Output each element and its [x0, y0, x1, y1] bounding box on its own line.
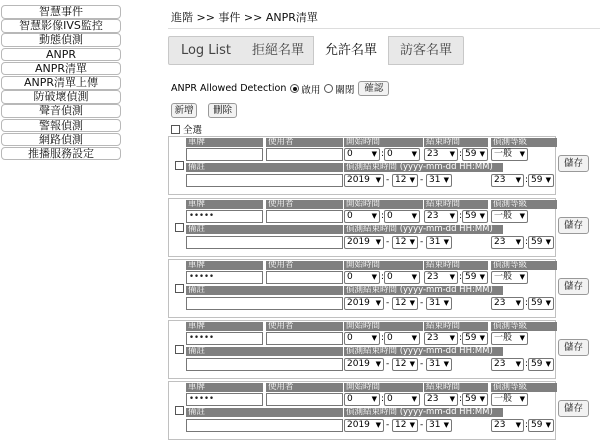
user-header: 使用者: [266, 383, 343, 392]
tab-allow-list[interactable]: 允許名單: [313, 36, 389, 65]
select-all-label: 全選: [183, 125, 203, 136]
level-header: 偵測等級: [491, 383, 557, 392]
save-button[interactable]: 儲存: [558, 217, 589, 234]
end-hour-select[interactable]: 23 ▼: [424, 271, 458, 284]
plate-header: 車牌: [186, 138, 263, 147]
row-checkbox[interactable]: [175, 345, 184, 354]
user-header: 使用者: [266, 322, 343, 331]
note-input[interactable]: [186, 174, 343, 187]
start-hour-select[interactable]: 0 ▼: [344, 210, 380, 223]
list-item: 車牌 使用者 開始時間 結束時間 偵測等級 ••••• 0 ▼ : 0 ▼ 23 ▼ : 59 ▼ 一般 ▼ 備註 偵測結束時間 (yyyy-mm-dd HH:MM) 2019 ▼ - 12 ▼ - 31 ▼ 23 ▼ : 59 ▼ 儲存: [168, 381, 556, 440]
user-input[interactable]: [266, 271, 343, 284]
start-time-header: 開始時間: [344, 383, 423, 392]
end-hh-select[interactable]: 23 ▼: [491, 174, 524, 187]
start-minute-select[interactable]: 0 ▼: [384, 148, 420, 161]
level-header: 偵測等級: [491, 261, 557, 270]
list-item: 車牌 使用者 開始時間 結束時間 偵測等級 ••••• 0 ▼ : 0 ▼ 23 ▼ : 59 ▼ 一般 ▼ 備註 偵測結束時間 (yyyy-mm-dd HH:MM) 2019 ▼ - 12 ▼ - 31 ▼ 23 ▼ : 59 ▼ 儲存: [168, 320, 556, 379]
user-header: 使用者: [266, 200, 343, 209]
level-header: 偵測等級: [491, 322, 557, 331]
end-date-header: 偵測結束時間 (yyyy-mm-dd HH:MM): [344, 408, 503, 417]
end-year-select[interactable]: 2019 ▼: [344, 174, 384, 187]
delete-button[interactable]: 刪除: [208, 103, 237, 118]
start-time-header: 開始時間: [344, 200, 423, 209]
end-day-select[interactable]: 31 ▼: [426, 297, 452, 310]
select-all: [171, 122, 202, 136]
note-header: 備註: [186, 408, 343, 417]
level-select[interactable]: 一般 ▼: [491, 148, 528, 161]
plate-input[interactable]: •••••: [186, 393, 263, 406]
start-minute-select[interactable]: 0 ▼: [384, 332, 420, 345]
end-mm-select[interactable]: 59 ▼: [528, 358, 554, 371]
list-item: 車牌 使用者 開始時間 結束時間 偵測等級 ••••• 0 ▼ : 0 ▼ 23 ▼ : 59 ▼ 一般 ▼ 備註 偵測結束時間 (yyyy-mm-dd HH:MM) 2019 ▼ - 12 ▼ - 31 ▼ 23 ▼ : 59 ▼ 儲存: [168, 198, 556, 257]
end-hh-select[interactable]: 23 ▼: [491, 419, 524, 432]
sidebar-item-tamper-detection[interactable]: 防破壞偵測: [1, 90, 121, 104]
tab-bar: [168, 36, 464, 65]
save-button[interactable]: 儲存: [558, 155, 589, 172]
start-hour-select[interactable]: 0 ▼: [344, 271, 380, 284]
start-minute-select[interactable]: 0 ▼: [384, 271, 420, 284]
tab-deny-list[interactable]: 拒絕名單: [251, 43, 304, 58]
end-time-header: 結束時間: [424, 322, 488, 331]
end-hour-select[interactable]: 23 ▼: [424, 332, 458, 345]
sidebar-item-alarm-detection[interactable]: 警報偵測: [1, 119, 121, 133]
sidebar-item-anpr-list-upload[interactable]: ANPR清單上傳: [1, 76, 121, 90]
start-time-header: 開始時間: [344, 322, 423, 331]
note-input[interactable]: [186, 419, 343, 432]
start-time-header: 開始時間: [344, 138, 423, 147]
end-day-select[interactable]: 31 ▼: [426, 358, 452, 371]
breadcrumb: 進階 >> 事件 >> ANPR清單: [171, 11, 318, 24]
end-year-select[interactable]: 2019 ▼: [344, 236, 384, 249]
select-all-checkbox[interactable]: [171, 125, 180, 134]
end-hour-select[interactable]: 23 ▼: [424, 393, 458, 406]
end-date-header: 偵測結束時間 (yyyy-mm-dd HH:MM): [344, 225, 503, 234]
save-button[interactable]: 儲存: [558, 339, 589, 356]
level-select[interactable]: 一般 ▼: [491, 210, 528, 223]
confirm-button[interactable]: 確認: [358, 81, 389, 96]
level-select[interactable]: 一般 ▼: [491, 271, 528, 284]
plate-input[interactable]: [186, 148, 263, 161]
add-button[interactable]: 新增: [171, 103, 197, 118]
tab-log-list[interactable]: Log List: [180, 43, 232, 58]
plate-input[interactable]: •••••: [186, 332, 263, 345]
level-header: 偵測等級: [491, 138, 557, 147]
start-hour-select[interactable]: 0 ▼: [344, 148, 380, 161]
level-header: 偵測等級: [491, 200, 557, 209]
end-minute-select[interactable]: 59 ▼: [462, 148, 488, 161]
sidebar: [1, 5, 121, 161]
list-item: 車牌 使用者 開始時間 結束時間 偵測等級 ••••• 0 ▼ : 0 ▼ 23 ▼ : 59 ▼ 一般 ▼ 備註 偵測結束時間 (yyyy-mm-dd HH:MM) 2019 ▼ - 12 ▼ - 31 ▼ 23 ▼ : 59 ▼ 儲存: [168, 259, 556, 318]
plate-header: 車牌: [186, 383, 263, 392]
plate-header: 車牌: [186, 200, 263, 209]
end-hh-select[interactable]: 23 ▼: [491, 236, 524, 249]
end-month-select[interactable]: 12 ▼: [392, 358, 418, 371]
sidebar-item-push-service[interactable]: 推播服務設定: [1, 147, 121, 161]
start-hour-select[interactable]: 0 ▼: [344, 393, 380, 406]
end-time-header: 結束時間: [424, 261, 488, 270]
user-input[interactable]: [266, 393, 343, 406]
end-time-header: 結束時間: [424, 383, 488, 392]
note-input[interactable]: [186, 236, 343, 249]
end-minute-select[interactable]: 59 ▼: [462, 332, 488, 345]
end-hh-select[interactable]: 23 ▼: [491, 358, 524, 371]
sidebar-item-ivs[interactable]: 智慧影像IVS監控: [1, 19, 121, 33]
end-minute-select[interactable]: 59 ▼: [462, 393, 488, 406]
end-month-select[interactable]: 12 ▼: [392, 174, 418, 187]
divider: [168, 28, 600, 29]
end-time-header: 結束時間: [424, 138, 488, 147]
sidebar-item-anpr-list[interactable]: ANPR清單: [1, 62, 121, 76]
plate-header: 車牌: [186, 322, 263, 331]
detection-off-radio[interactable]: [324, 84, 333, 93]
end-day-select[interactable]: 31 ▼: [426, 419, 452, 432]
start-minute-select[interactable]: 0 ▼: [384, 393, 420, 406]
list-item: 車牌 使用者 開始時間 結束時間 偵測等級 0 ▼ : 0 ▼ 23 ▼ : 59 ▼ 一般 ▼ 備註 偵測結束時間 (yyyy-mm-dd HH:MM) 2019 ▼ - 12 ▼ - 31 ▼ 23 ▼ : 59 ▼ 儲存: [168, 136, 556, 195]
end-date-header: 偵測結束時間 (yyyy-mm-dd HH:MM): [344, 347, 503, 356]
row-checkbox[interactable]: [175, 406, 184, 415]
detection-off-label: 關閉: [335, 84, 355, 96]
end-year-select[interactable]: 2019 ▼: [344, 358, 384, 371]
level-select[interactable]: 一般 ▼: [491, 332, 528, 345]
end-mm-select[interactable]: 59 ▼: [528, 236, 554, 249]
sidebar-item-motion-detection[interactable]: 動態偵測: [1, 33, 121, 47]
end-time-header: 結束時間: [424, 200, 488, 209]
save-button[interactable]: 儲存: [558, 400, 589, 417]
note-input[interactable]: [186, 297, 343, 310]
plate-header: 車牌: [186, 261, 263, 270]
end-year-select[interactable]: 2019 ▼: [344, 419, 384, 432]
end-hour-select[interactable]: 23 ▼: [424, 210, 458, 223]
row-checkbox[interactable]: [175, 161, 184, 170]
end-month-select[interactable]: 12 ▼: [392, 236, 418, 249]
end-date-header: 偵測結束時間 (yyyy-mm-dd HH:MM): [344, 163, 503, 172]
end-year-select[interactable]: 2019 ▼: [344, 297, 384, 310]
user-input[interactable]: [266, 210, 343, 223]
end-hour-select[interactable]: 23 ▼: [424, 148, 458, 161]
end-minute-select[interactable]: 59 ▼: [462, 271, 488, 284]
start-time-header: 開始時間: [344, 261, 423, 270]
user-header: 使用者: [266, 138, 343, 147]
end-mm-select[interactable]: 59 ▼: [528, 297, 554, 310]
sidebar-item-audio-detection[interactable]: 聲音偵測: [1, 104, 121, 118]
level-select[interactable]: 一般 ▼: [491, 393, 528, 406]
note-header: 備註: [186, 225, 343, 234]
end-minute-select[interactable]: 59 ▼: [462, 210, 488, 223]
sidebar-item-network-detection[interactable]: 網路偵測: [1, 133, 121, 147]
end-day-select[interactable]: 31 ▼: [426, 174, 452, 187]
end-hh-select[interactable]: 23 ▼: [491, 297, 524, 310]
plate-input[interactable]: •••••: [186, 271, 263, 284]
user-input[interactable]: [266, 148, 343, 161]
note-input[interactable]: [186, 358, 343, 371]
detection-label: ANPR Allowed Detection: [171, 83, 287, 94]
tab-visitor-list[interactable]: 訪客名單: [399, 43, 452, 58]
row-checkbox[interactable]: [175, 223, 184, 232]
sidebar-item-smart-event[interactable]: 智慧事件: [1, 5, 121, 19]
end-month-select[interactable]: 12 ▼: [392, 419, 418, 432]
end-day-select[interactable]: 31 ▼: [426, 236, 452, 249]
end-mm-select[interactable]: 59 ▼: [528, 174, 554, 187]
plate-input[interactable]: •••••: [186, 210, 263, 223]
detection-on-label: 啟用: [301, 84, 321, 96]
note-header: 備註: [186, 163, 343, 172]
user-input[interactable]: [266, 332, 343, 345]
save-button[interactable]: 儲存: [558, 278, 589, 295]
start-hour-select[interactable]: 0 ▼: [344, 332, 380, 345]
row-checkbox[interactable]: [175, 284, 184, 293]
detection-row: [171, 81, 389, 96]
start-minute-select[interactable]: 0 ▼: [384, 210, 420, 223]
user-header: 使用者: [266, 261, 343, 270]
note-header: 備註: [186, 347, 343, 356]
end-date-header: 偵測結束時間 (yyyy-mm-dd HH:MM): [344, 286, 503, 295]
end-month-select[interactable]: 12 ▼: [392, 297, 418, 310]
detection-on-radio[interactable]: [290, 84, 299, 93]
sidebar-item-anpr[interactable]: ANPR: [1, 48, 121, 62]
note-header: 備註: [186, 286, 343, 295]
end-mm-select[interactable]: 59 ▼: [528, 419, 554, 432]
